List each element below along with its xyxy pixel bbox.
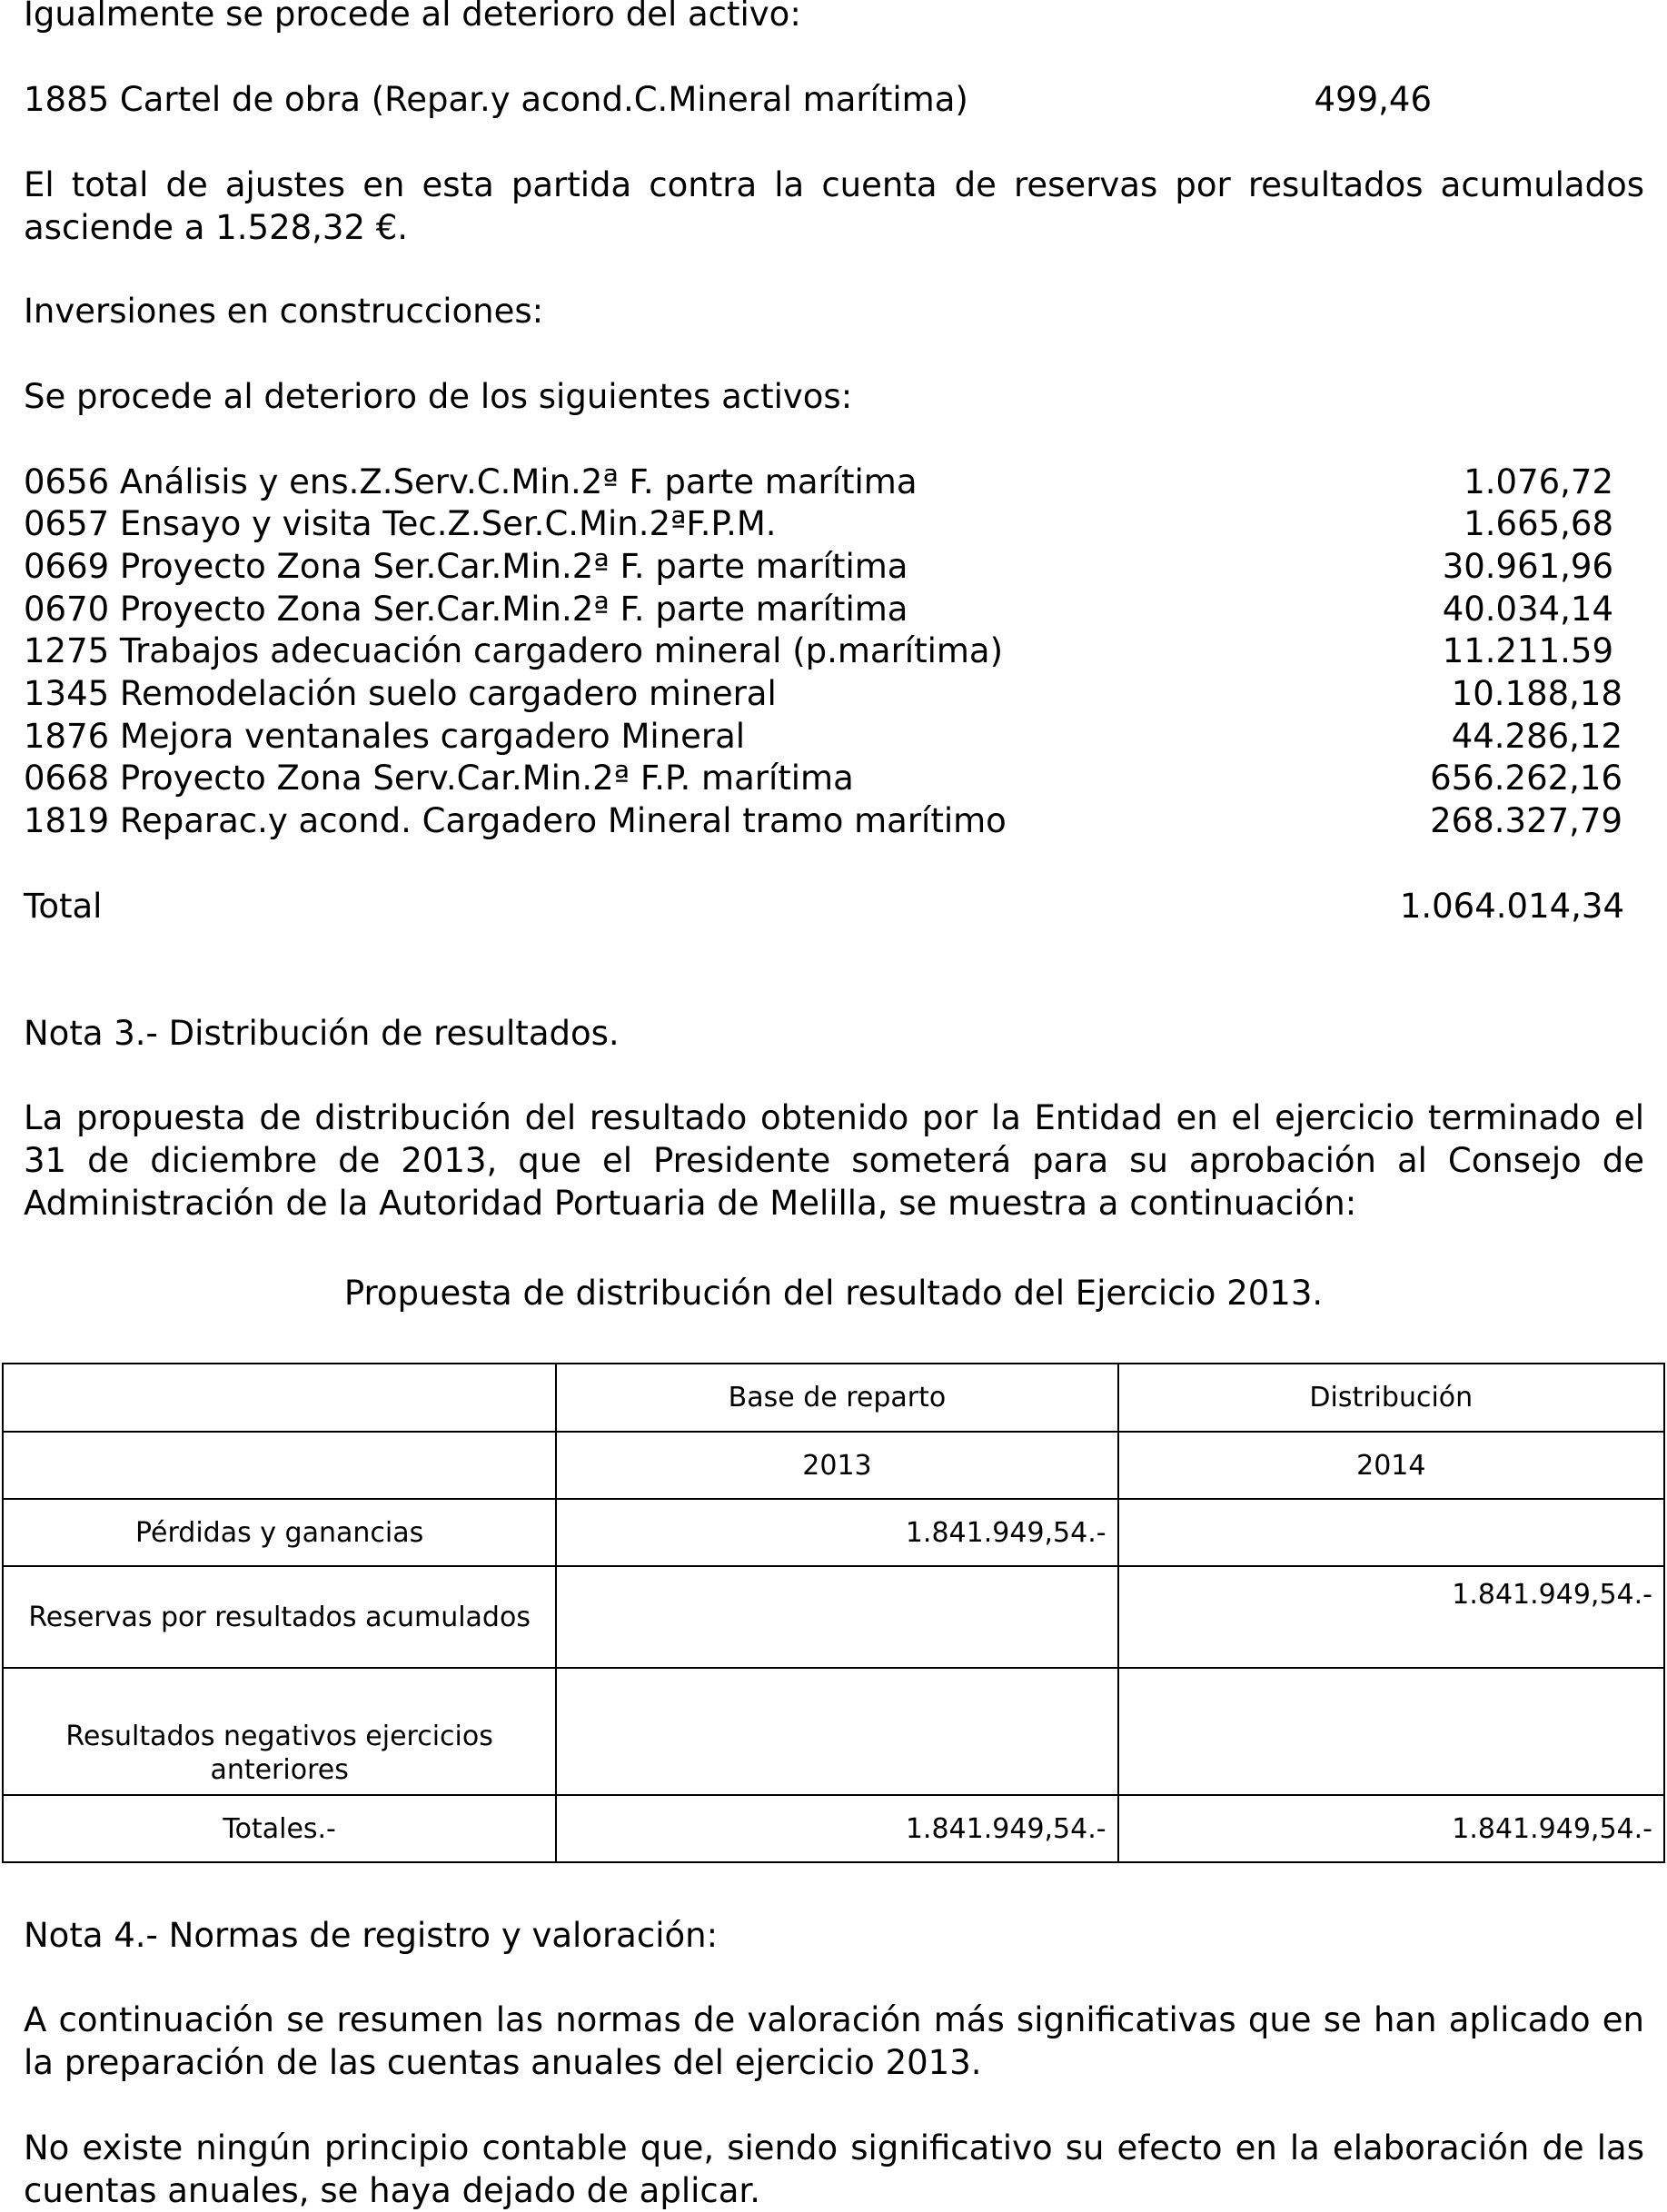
nota4-paragraph-2: No existe ningún principio contable que, siendo significativo su efecto en la elaboración de las cuentas anuales, se haya dejado de aplicar. bbox=[24, 2128, 1644, 2210]
asset-label: 0656 Análisis y ens.Z.Serv.C.Min.2ª F. parte marítima bbox=[24, 462, 918, 501]
asset-amount: 11.211.59 bbox=[1442, 631, 1613, 670]
asset-amount: 10.188,18 bbox=[1451, 674, 1622, 713]
adjust-paragraph: El total de ajustes en esta partida contra la cuenta de reservas por resultados acumulados asciende a 1.528,32 €. bbox=[24, 165, 1644, 247]
asset-amount: 40.034,14 bbox=[1442, 590, 1613, 629]
year-cell bbox=[3, 1432, 556, 1499]
table-row bbox=[3, 1668, 1664, 1795]
asset-label: 0668 Proyecto Zona Serv.Car.Min.2ª F.P. marítima bbox=[24, 759, 854, 798]
nota3-heading: Nota 3.- Distribución de resultados. bbox=[24, 1014, 620, 1053]
asset-label: 1275 Trabajos adecuación cargadero mineral (p.marítima) bbox=[24, 631, 1004, 670]
header-cell: Distribución bbox=[1118, 1364, 1664, 1432]
total-label: Total bbox=[24, 887, 103, 926]
dist-cell bbox=[1118, 1668, 1664, 1795]
asset-label: 0657 Ensayo y visita Tec.Z.Ser.C.Min.2ªF.P.M. bbox=[24, 504, 777, 543]
asset-amount: 656.262,16 bbox=[1430, 759, 1622, 798]
asset-amount: 1.076,72 bbox=[1464, 462, 1613, 501]
asset-label: 0670 Proyecto Zona Ser.Car.Min.2ª F. parte marítima bbox=[24, 590, 908, 629]
table-header-row bbox=[3, 1364, 1664, 1432]
base-cell: 1.841.949,54.- bbox=[556, 1499, 1117, 1566]
table-year-row bbox=[3, 1432, 1664, 1499]
table-row bbox=[3, 1499, 1664, 1566]
asset-amount: 1.665,68 bbox=[1464, 504, 1613, 543]
year-cell: 2013 bbox=[556, 1432, 1117, 1499]
total-amount: 1.064.014,34 bbox=[1399, 887, 1624, 926]
single-item-amount: 499,46 bbox=[1314, 80, 1432, 119]
base-cell bbox=[556, 1668, 1117, 1795]
header-cell bbox=[3, 1364, 556, 1432]
asset-label: 1345 Remodelación suelo cargadero mineral bbox=[24, 674, 777, 713]
deterioration-line: Se procede al deterioro de los siguientes activos: bbox=[24, 377, 853, 416]
asset-amount: 268.327,79 bbox=[1430, 801, 1622, 840]
nota3-paragraph: La propuesta de distribución del resultado obtenido por la Entidad en el ejercicio terminado el 31 de diciembre de 2013, que el Presidente someterá para su aprobación al Consejo de Administración de la Autoridad Portuaria de Melilla, se muestra a continuación: bbox=[24, 1098, 1644, 1223]
dist-cell: 1.841.949,54.- bbox=[1118, 1566, 1664, 1668]
row-label: Reservas por resultados acumulados bbox=[3, 1566, 556, 1668]
base-cell: 1.841.949,54.- bbox=[556, 1795, 1117, 1862]
year-cell: 2014 bbox=[1118, 1432, 1664, 1499]
asset-label: 1819 Reparac.y acond. Cargadero Mineral tramo marítimo bbox=[24, 801, 1007, 840]
table-title: Propuesta de distribución del resultado del Ejercicio 2013. bbox=[343, 1274, 1324, 1313]
dist-cell bbox=[1118, 1499, 1664, 1566]
asset-label: 0669 Proyecto Zona Ser.Car.Min.2ª F. parte marítima bbox=[24, 547, 908, 586]
base-cell bbox=[556, 1566, 1117, 1668]
table-row bbox=[3, 1566, 1664, 1668]
row-label: Resultados negativos ejercicios anteriores bbox=[3, 1668, 556, 1795]
asset-amount: 44.286,12 bbox=[1451, 717, 1622, 756]
constructions-heading: Inversiones en construcciones: bbox=[24, 292, 544, 331]
distribution-table bbox=[2, 1363, 1665, 1863]
single-item-label: 1885 Cartel de obra (Repar.y acond.C.Mineral marítima) bbox=[24, 80, 968, 119]
nota4-heading: Nota 4.- Normas de registro y valoración: bbox=[24, 1916, 719, 1955]
intro-line: Igualmente se procede al deterioro del activo: bbox=[24, 0, 801, 34]
table-totals-row bbox=[3, 1795, 1664, 1862]
row-label: Totales.- bbox=[3, 1795, 556, 1862]
nota4-paragraph-1: A continuación se resumen las normas de valoración más significativas que se han aplicado en la preparación de las cuentas anuales del ejercicio 2013. bbox=[24, 2000, 1644, 2082]
asset-label: 1876 Mejora ventanales cargadero Mineral bbox=[24, 717, 746, 756]
header-cell: Base de reparto bbox=[556, 1364, 1117, 1432]
row-label: Pérdidas y ganancias bbox=[3, 1499, 556, 1566]
dist-cell: 1.841.949,54.- bbox=[1118, 1795, 1664, 1862]
asset-amount: 30.961,96 bbox=[1442, 547, 1613, 586]
